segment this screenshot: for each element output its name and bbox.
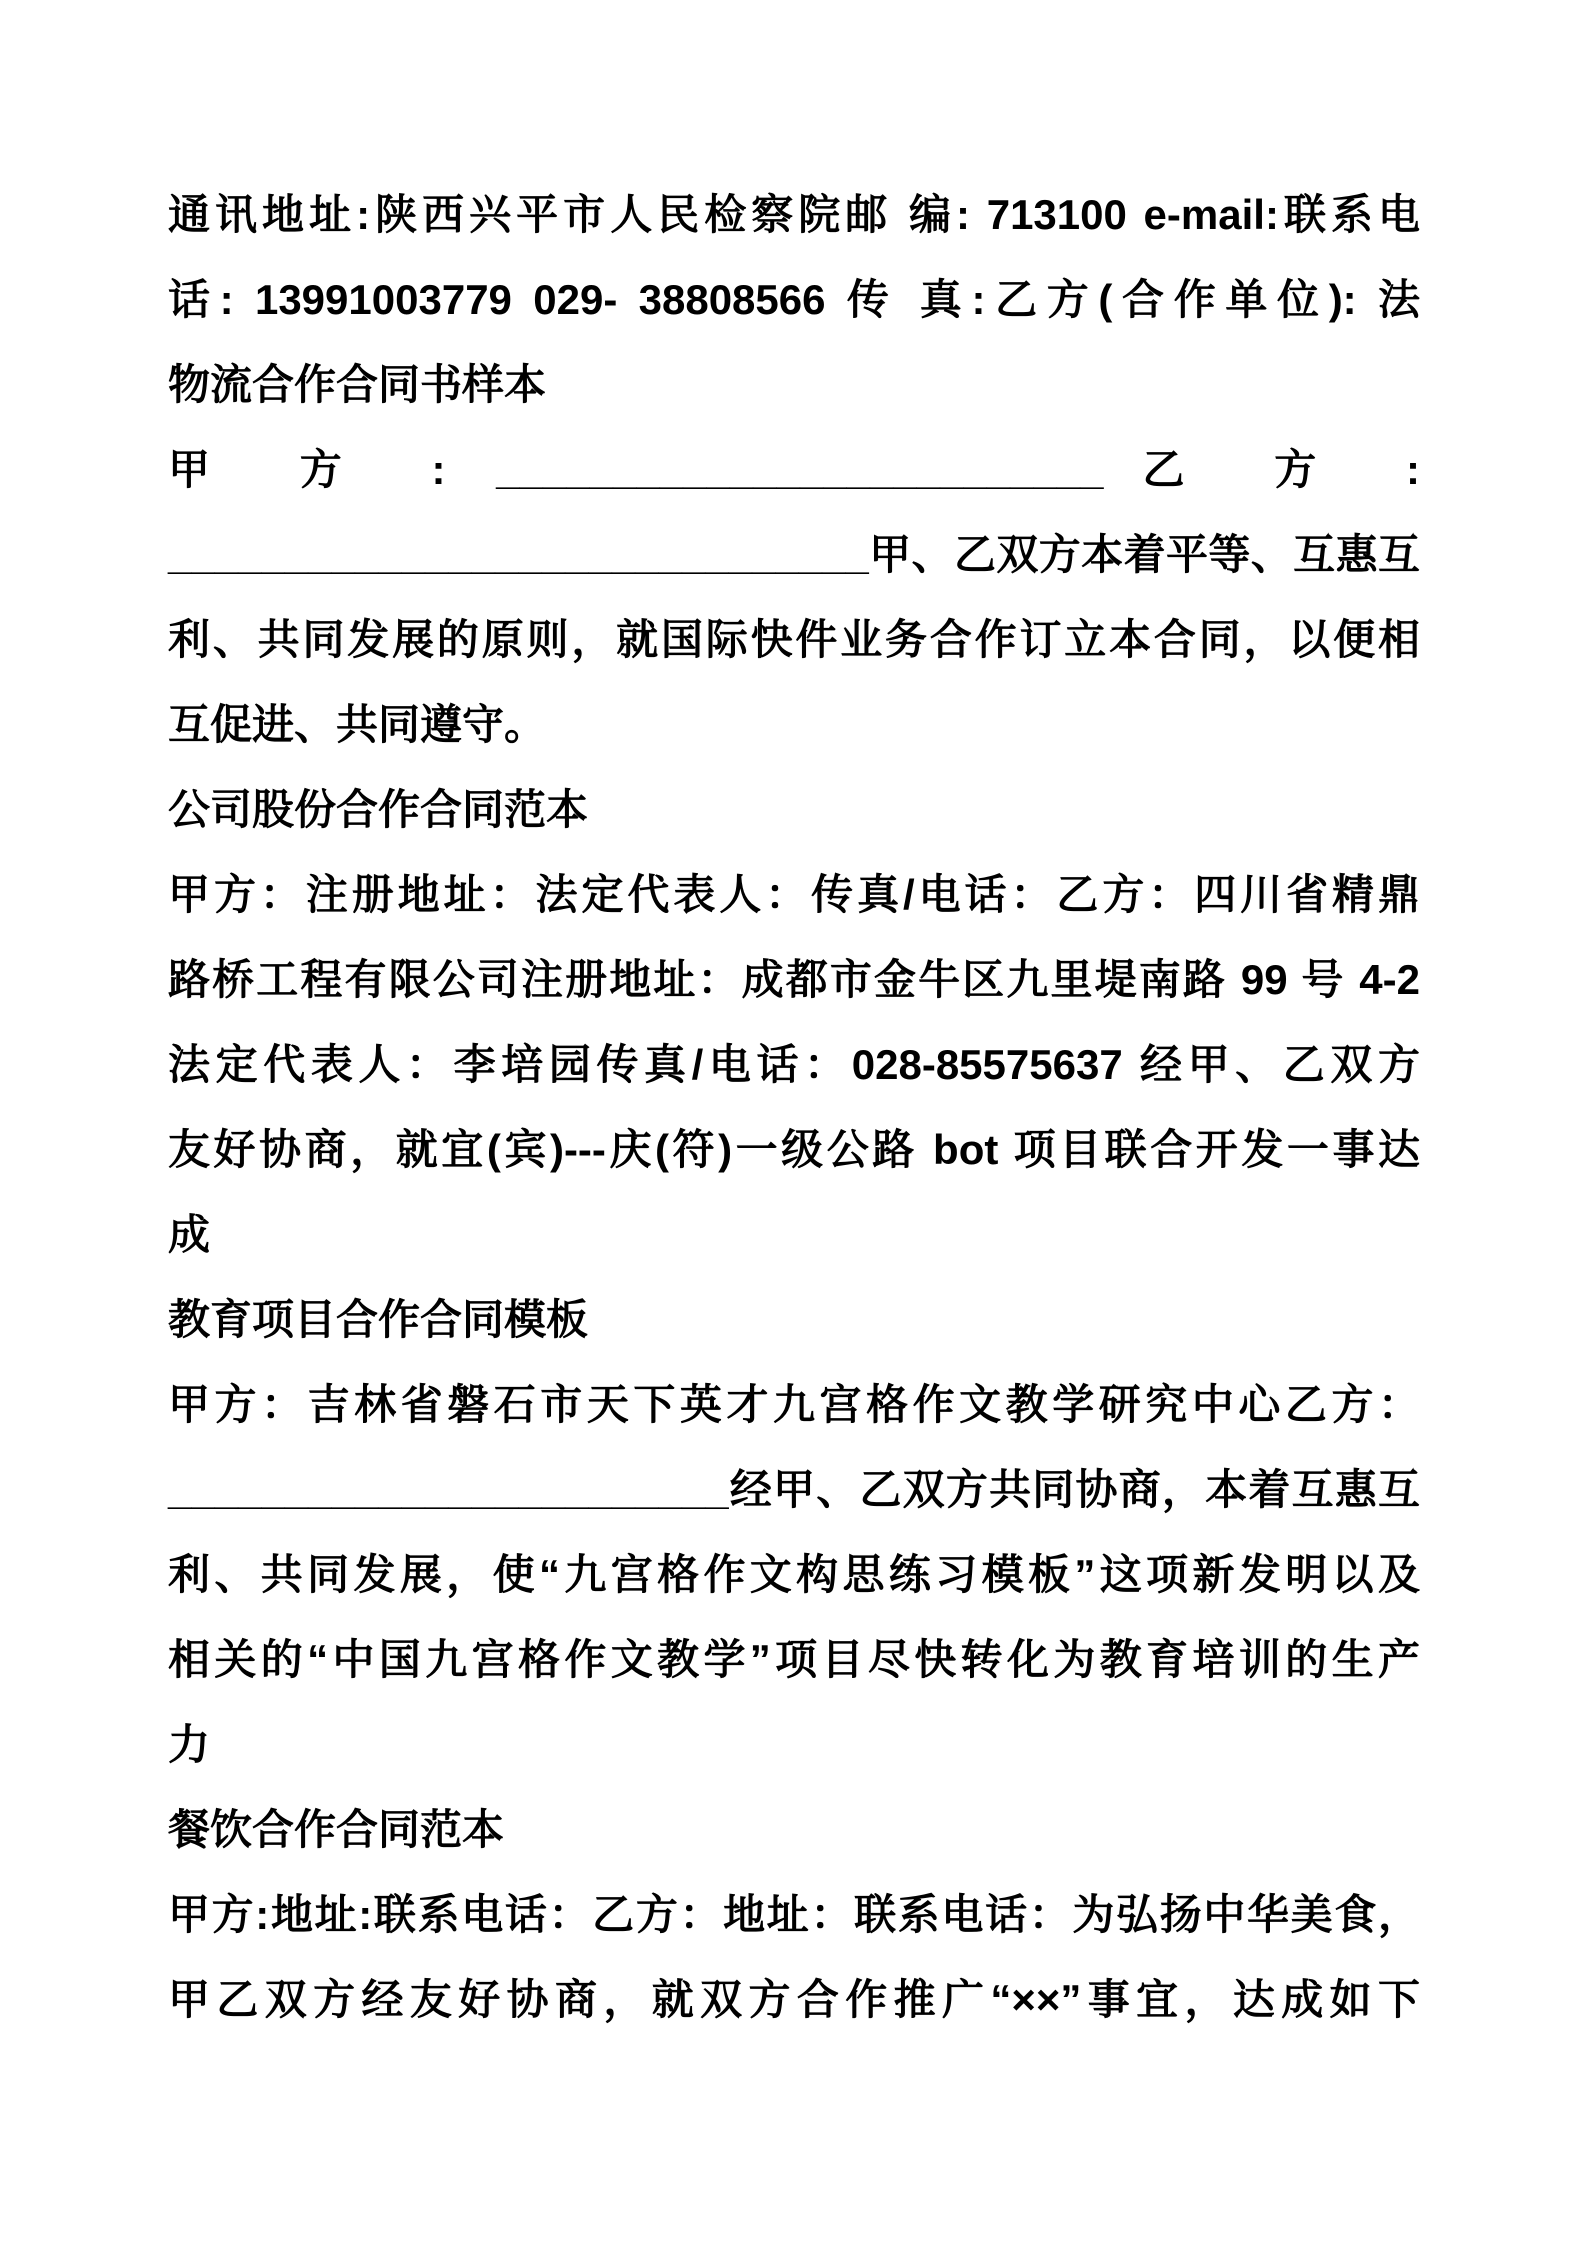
text-line: 利、共同发展的原则，就国际快件业务合作订立本合同，以便相 <box>168 616 1420 663</box>
text-line: 公司股份合作合同范本 <box>168 786 589 833</box>
text-line: 教育项目合作合同模板 <box>168 1296 589 1343</box>
text-line: 法定代表人：李培园传真/电话：028-85575637 经甲、乙双方 <box>168 1041 1420 1088</box>
text-line: 话: 13991003779 029- 38808566 传 真:乙方(合作单位): 法 <box>168 276 1420 323</box>
text-line: 成 <box>168 1211 211 1258</box>
text-line: 利、共同发展，使“九宫格作文构思练习模板”这项新发明以及 <box>168 1551 1420 1598</box>
text-line: 通讯地址:陕西兴平市人民检察院邮 编: 713100 e-mail:联系电 <box>168 191 1420 238</box>
text-line: 甲方：吉林省磐石市天下英才九宫格作文教学研究中心乙方： <box>168 1381 1420 1428</box>
text-line: 相关的“中国九宫格作文教学”项目尽快转化为教育培训的生产 <box>168 1636 1420 1683</box>
text-line: 甲方:地址:联系电话：乙方：地址：联系电话：为弘扬中华美食， <box>168 1891 1420 1938</box>
text-line: 餐饮合作合同范本 <box>168 1806 505 1853</box>
text-line: 路桥工程有限公司注册地址：成都市金牛区九里堤南路 99 号 4-2 <box>168 956 1420 1003</box>
document-content <box>168 172 1420 2042</box>
text-line: ______________________________甲、乙双方本着平等、互惠互 <box>168 531 1420 578</box>
text-line: 互促进、共同遵守。 <box>168 701 547 748</box>
text-line: 甲 方 : __________________________乙 方 : <box>168 446 1420 493</box>
text-line: 物流合作合同书样本 <box>168 361 547 408</box>
text-line: 甲乙双方经友好协商，就双方合作推广“××”事宜，达成如下 <box>168 1976 1420 2023</box>
text-line: 友好协商，就宜(宾)---庆(符)一级公路 bot 项目联合开发一事达 <box>168 1126 1420 1173</box>
text-line: 甲方：注册地址：法定代表人：传真/电话：乙方：四川省精鼎 <box>168 871 1420 918</box>
text-line: 力 <box>168 1721 211 1768</box>
text-line: ________________________经甲、乙双方共同协商，本着互惠互 <box>168 1466 1420 1513</box>
